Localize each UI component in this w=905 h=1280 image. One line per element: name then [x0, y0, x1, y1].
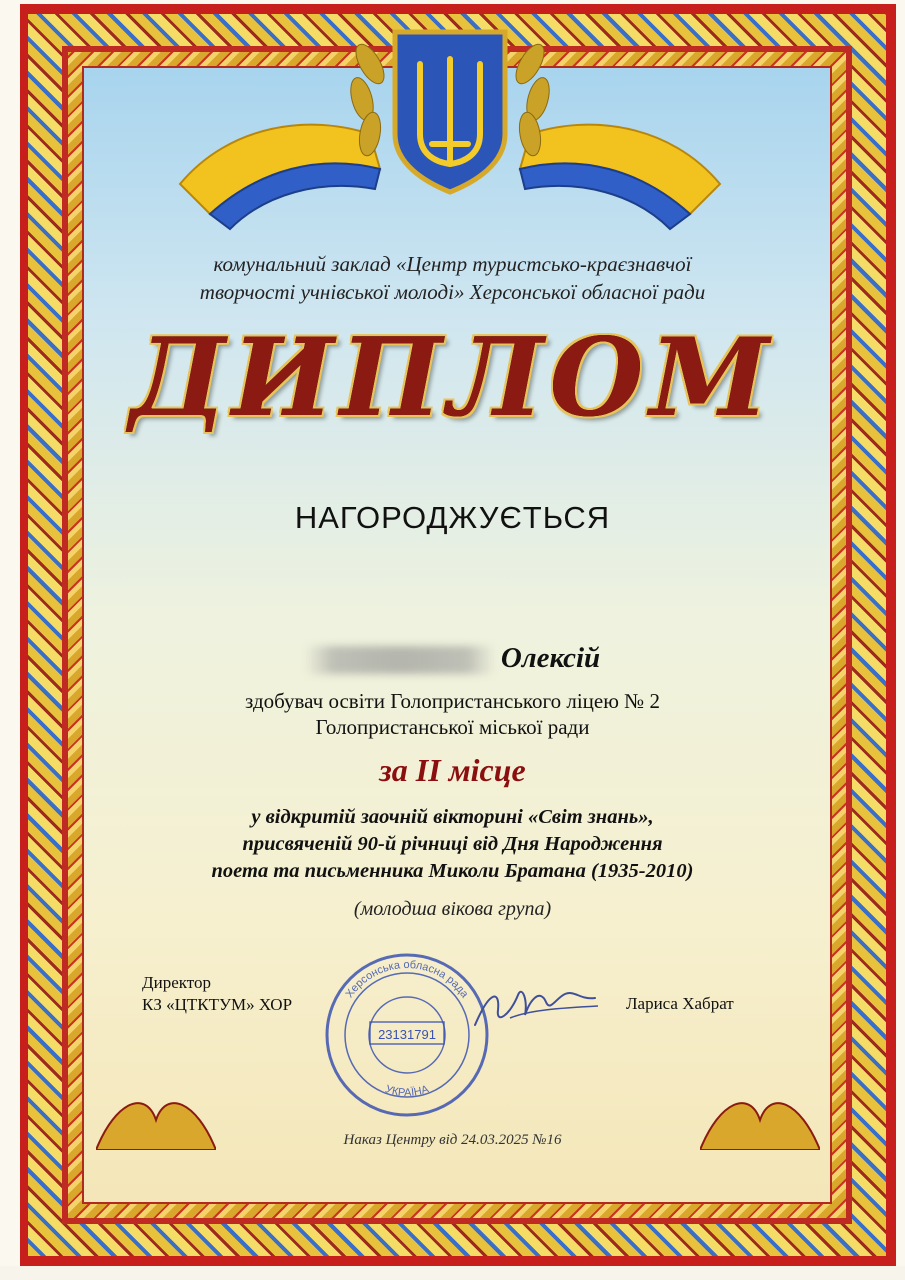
- director-org: КЗ «ЦТКТУМ» ХОР: [142, 995, 293, 1014]
- stamp-country: УКРАЇНА: [383, 1083, 431, 1100]
- redacted-surname: [305, 646, 495, 674]
- svg-text:Херсонська обласна рада: [343, 959, 471, 1001]
- award-place: за II місце: [379, 752, 526, 788]
- organization-line-1: комунальний заклад «Центр туристсько-краєзнавчої: [213, 252, 692, 276]
- signer-name: Лариса Хабрат: [626, 994, 734, 1013]
- age-group: (молодша вікова група): [353, 898, 552, 920]
- school-line-2: Голопристанської міської ради: [315, 715, 590, 739]
- contest-line-1: у відкритій заочній вікторині «Світ знань»,: [251, 806, 654, 828]
- organization-name: [0, 250, 905, 306]
- coat-of-arms-ribbon-emblem: [170, 4, 730, 234]
- school-line-1: здобувач освіти Голопристанського ліцею № 2: [245, 689, 660, 713]
- director-label: [142, 972, 292, 1016]
- stamp-outer-text: Херсонська обласна рада: [343, 958, 471, 1001]
- contest-line-2: присвяченій 90-й річниці від Дня Народження: [242, 833, 663, 855]
- director-title: Директор: [142, 973, 211, 992]
- stamp-code: 23131791: [378, 1027, 436, 1042]
- diploma-title: ДИПЛОМ: [129, 315, 776, 441]
- page-bottom-margin: [0, 1266, 905, 1280]
- director-signature: [470, 980, 600, 1035]
- contest-line-3: поета та письменника Миколи Братана (1935-2010): [211, 860, 694, 882]
- svg-text:УКРАЇНА: [384, 1083, 431, 1099]
- official-stamp: [322, 950, 492, 1120]
- order-reference: Наказ Центру від 24.03.2025 №16: [343, 1132, 562, 1148]
- contest-description: [0, 804, 905, 885]
- recipient-school: [0, 688, 905, 740]
- recipient-name: [0, 642, 905, 675]
- organization-line-2: творчості учнівської молоді» Херсонської обласної ради: [199, 280, 706, 304]
- recipient-first-name: Олексій: [500, 642, 601, 674]
- awarded-heading: НАГОРОДЖУЄТЬСЯ: [294, 500, 611, 535]
